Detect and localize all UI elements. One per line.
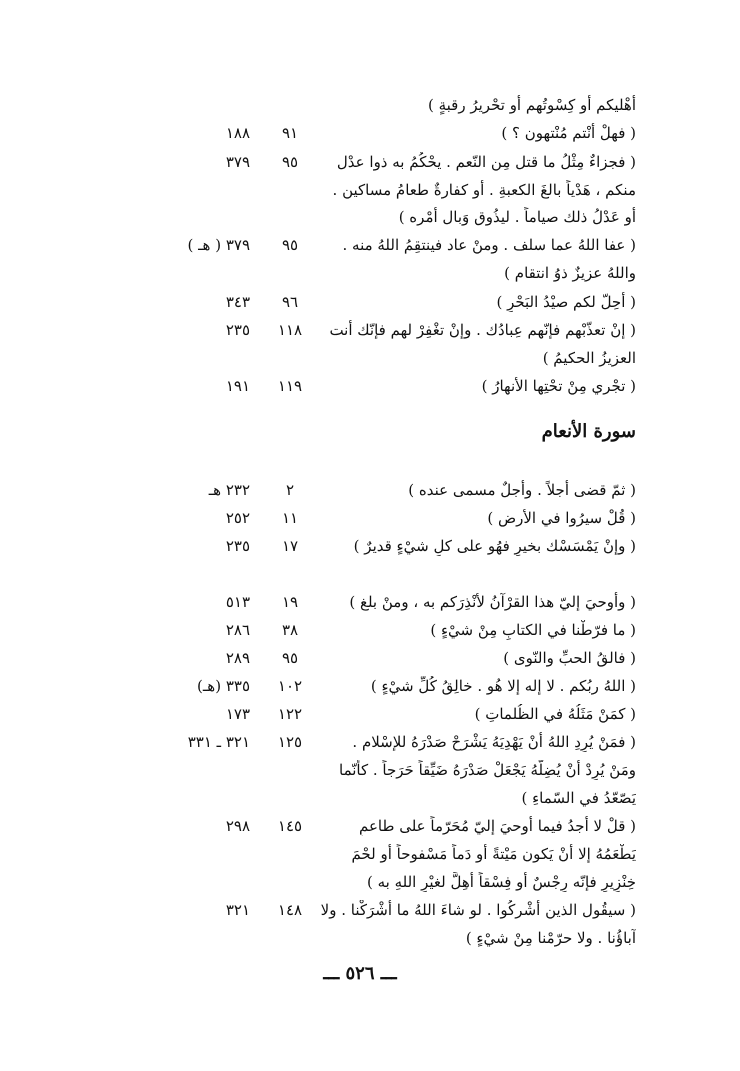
ayah-number: ١٩ <box>281 593 299 611</box>
page-reference: ١٨٨ <box>225 124 250 142</box>
page-reference: ٣٢١ <box>225 901 250 919</box>
page-reference: ٣٧٩ <box>225 153 250 171</box>
verse-text: ( ثمّ قضى أجلاً . وأجلٌ مسمى عنده ) <box>408 481 636 499</box>
verse-text: يَصّعّدُ في السّماءِ ) <box>521 789 636 807</box>
verse-text: ( كمَنْ مَثَلُهُ في الظُلماتِ ) <box>474 705 636 723</box>
ayah-number: ٢ <box>285 481 295 499</box>
verse-text: آباؤُنا . ولا حرّمْنا مِنْ شيْءٍ ) <box>465 929 636 947</box>
ayah-number: ٩٥ <box>281 236 299 254</box>
verse-text: ومَنْ يُرِدْ أنْ يُضِلّهُ يَجْعَلْ صَدْرَهُ ضَيِّقاً حَرَجاً . كأنّما <box>339 761 636 779</box>
page-reference: ٢٥٢ <box>225 509 250 527</box>
verse-text: ( فمَنْ يُرِدِ اللهُ أنْ يَهْدِيَهُ يَشْرَحْ صَدْرَهُ للإسْلام . <box>352 733 636 751</box>
page-reference: ٣٢١ ـ ٣٣١ <box>187 733 250 751</box>
page-reference: ٢٣٥ <box>225 321 250 339</box>
page-reference: ٢٨٩ <box>225 649 250 667</box>
page-reference: ٢٩٨ <box>225 817 250 835</box>
verse-text: ( وأوحيَ إليّ هذا القرْآنُ لأنْذِرَكم به ، ومنْ بلغ ) <box>349 593 636 611</box>
verse-text: ( قُلْ سيرُوا في الأرضِ ) <box>487 509 636 527</box>
page-reference: ٣٣٥ (هـ) <box>197 677 250 695</box>
ayah-number: ١٤٨ <box>277 901 303 919</box>
ayah-number: ٩١ <box>281 124 299 142</box>
verse-text: منكم ، هَدْياً بالغَ الكعبةِ . أو كفارةٌ طعامُ مساكين . <box>332 181 636 199</box>
page-reference: ٢٣٢ هـ <box>208 481 250 499</box>
verse-text: ( وإنْ يَمْسَسْك بخيرٍ فهُو على كلِ شيْءٍ قديرٌ ) <box>353 537 636 555</box>
page-reference: ١٧٣ <box>225 705 250 723</box>
page-reference: ٢٨٦ <box>225 621 250 639</box>
verse-text: ( قلْ لا أجدُ فيما أوحيَ إليّ مُحَرّماً على طاعمٍ <box>359 817 636 835</box>
page-reference: ٣٧٩ ( هـ ) <box>187 236 250 254</box>
verse-text: ( فجزاءٌ مِثْلُ ما قتل مِن النّعم . يحْكُمُ به ذوا عدْل <box>336 153 636 171</box>
verse-text: ( فهلْ أنْتم مُنْتهون ؟ ) <box>501 124 636 142</box>
verse-text: ( تجْري مِنْ تحْتِها الأنهارُ ) <box>481 377 636 395</box>
verse-text: أو عَدْلُ ذلك صياماً . ليذُوق وَبال أمْره ) <box>398 208 636 226</box>
ayah-number: ٩٥ <box>281 153 299 171</box>
verse-text: ( فالقُ الحبِّ والنّوى ) <box>503 649 636 667</box>
verse-text: ( اللهُ ربُكم . لا إله إلا هُو . خالِقُ كُلِّ شيْءٍ ) <box>370 677 636 695</box>
ayah-number: ١١٩ <box>277 377 303 395</box>
ayah-number: ١٤٥ <box>277 817 303 835</box>
ayah-number: ١١٨ <box>277 321 303 339</box>
verse-text: يَطْعَمُهُ إلا أنْ يَكون مَيْتةً أو دَماً مَسْفوحاً أو لحْمَ <box>351 845 636 863</box>
page-reference: ٥١٣ <box>225 593 250 611</box>
verse-text: العزيزُ الحكيمُ ) <box>542 349 636 367</box>
ayah-number: ٣٨ <box>281 621 299 639</box>
verse-text: خِنْزِيرٍ فإنّه رِجْسٌ أو فِسْقاً أُهِلَّ لغيْرِ اللهِ به ) <box>366 873 636 891</box>
page-reference: ١٩١ <box>225 377 250 395</box>
verse-text: ( سيقُول الذين أشْركُوا . لو شاءَ اللهُ ما أشْرَكْنا . ولا <box>320 901 636 919</box>
ayah-number: ٩٥ <box>281 649 299 667</box>
page-number: ـــ ٥٢٦ ـــ <box>323 963 397 984</box>
verse-text: ( أحِلّ لكم صيْدُ البَحْرِ ) <box>496 293 636 311</box>
surah-title: سورة الأنعام <box>541 421 636 442</box>
page-reference: ٢٣٥ <box>225 537 250 555</box>
page-reference: ٣٤٣ <box>225 293 250 311</box>
ayah-number: ١٧ <box>281 537 299 555</box>
verse-text: ( عفا اللهُ عما سلف . ومنْ عاد فينتقِمُ اللهُ منه . <box>342 236 636 254</box>
ayah-number: ١١ <box>281 509 299 527</box>
ayah-number: ١٢٥ <box>277 733 303 751</box>
ayah-number: ١٠٢ <box>277 677 303 695</box>
verse-text: أهْليكم أو كِسْوتُهم أو تحْريرُ رقبةٍ ) <box>427 96 636 114</box>
ayah-number: ١٢٢ <box>277 705 303 723</box>
verse-text: ( ما فرّطْنا في الكتابِ مِنْ شيْءٍ ) <box>430 621 636 639</box>
verse-text: واللهُ عزيزٌ ذوُ انتقام ) <box>504 264 636 282</box>
ayah-number: ٩٦ <box>281 293 299 311</box>
verse-text: ( إنْ تعذّبْهم فإنّهم عِبادُك . وإنْ تغْفِرْ لهم فإنّك أنت <box>329 321 636 339</box>
